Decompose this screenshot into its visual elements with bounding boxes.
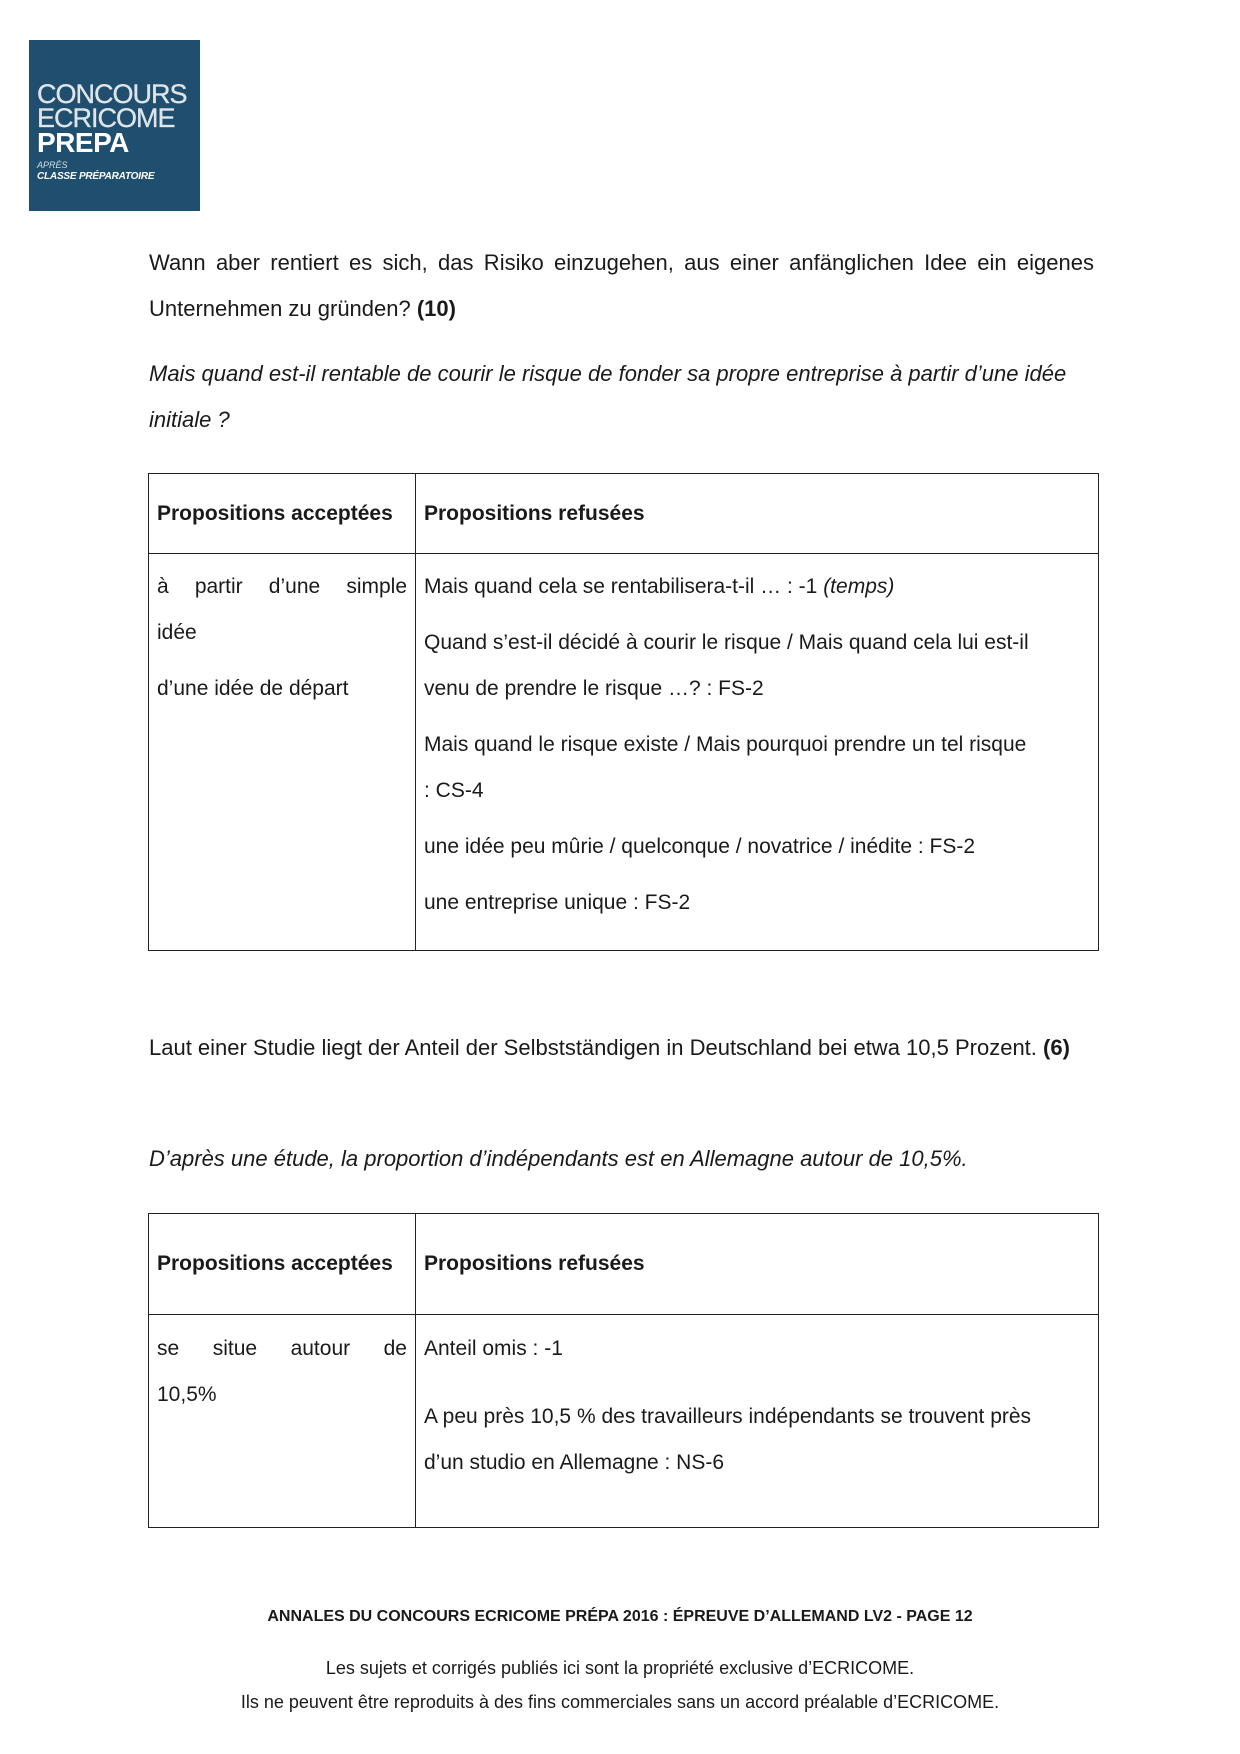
refused-item: Quand s’est-il décidé à courir le risque / Mais quand cela lui est-il (424, 631, 1029, 654)
table-header-row (149, 1214, 1099, 1315)
refused-item: A peu près 10,5 % des travailleurs indépendants se trouvent près (424, 1405, 1032, 1428)
table-header-row (149, 474, 1099, 554)
refused-item: Mais quand le risque existe / Mais pourquoi prendre un tel risque (424, 733, 1027, 756)
refused-item-cont: : CS-4 (424, 779, 484, 802)
footer-copyright-2: Ils ne peuvent être reproduits à des fins commerciales sans un accord préalable d’ECRICOME. (240, 1692, 1000, 1712)
french-translation-2: D’après une étude, la proportion d’indépendants est en Allemagne autour de 10,5%. (149, 1146, 968, 1171)
logo-line-apres: APRÈS (37, 160, 68, 170)
header-accepted: Propositions acceptées (149, 474, 416, 554)
refused-item: une idée peu mûrie / quelconque / novatrice / inédite : FS-2 (424, 835, 976, 858)
propositions-table-2 (148, 1213, 1099, 1528)
german-text-2: Laut einer Studie liegt der Anteil der Selbstständigen in Deutschland bei etwa 10,5 Prozent. (149, 1035, 1037, 1060)
points-2: (6) (1043, 1035, 1070, 1060)
german-sentence-2 (149, 1025, 1094, 1071)
header-accepted: Propositions acceptées (149, 1214, 416, 1315)
refused-cell (416, 554, 1099, 951)
logo-line-concours: CONCOURS (37, 79, 187, 109)
refused-item-cont: d’un studio en Allemagne : NS-6 (424, 1451, 725, 1474)
refused-item-note: (temps) (823, 575, 895, 598)
accepted-cell (149, 554, 416, 951)
propositions-table-1 (148, 473, 1099, 951)
accepted-item-cont: 10,5% (157, 1383, 217, 1406)
header-refused: Propositions refusées (416, 1214, 1099, 1315)
accepted-item-cont: idée (157, 621, 197, 644)
accepted-cell (149, 1315, 416, 1528)
points-1: (10) (416, 296, 456, 321)
french-translation-1: Mais quand est-il rentable de courir le risque de fonder sa propre entreprise à partir d’une idée initiale ? (149, 361, 1067, 432)
footer-copyright-1: Les sujets et corrigés publiés ici sont la propriété exclusive d’ECRICOME. (325, 1658, 915, 1678)
refused-item-cont: venu de prendre le risque …? : FS-2 (424, 677, 764, 700)
logo-line-classe: CLASSE PRÉPARATOIRE (37, 171, 155, 182)
refused-item-text: Mais quand cela se rentabilisera-t-il … : -1 (424, 575, 818, 598)
accepted-item: d’une idée de départ (157, 677, 349, 700)
table-row (149, 554, 1099, 951)
refused-item: Anteil omis : -1 (424, 1337, 563, 1360)
footer-title: ANNALES DU CONCOURS ECRICOME PRÉPA 2016 : ÉPREUVE D’ALLEMAND LV2 - PAGE 12 (267, 1608, 973, 1625)
german-sentence-1 (149, 240, 1094, 332)
refused-cell (416, 1315, 1099, 1528)
logo-line-prepa: PREPA (37, 127, 129, 158)
table-row (149, 1315, 1099, 1528)
refused-item: une entreprise unique : FS-2 (424, 891, 691, 914)
logo-line-ecricome: ECRICOME (37, 103, 175, 133)
ecricome-logo (29, 40, 200, 211)
german-text-1: Wann aber rentiert es sich, das Risiko einzugehen, aus einer anfänglichen Idee ein eigenes Unternehmen zu gründen? (149, 250, 1094, 321)
refused-item (424, 564, 1090, 610)
header-refused: Propositions refusées (416, 474, 1099, 554)
accepted-item: à partir d’une simple (157, 575, 407, 598)
accepted-item: se situe autour de (157, 1337, 407, 1360)
